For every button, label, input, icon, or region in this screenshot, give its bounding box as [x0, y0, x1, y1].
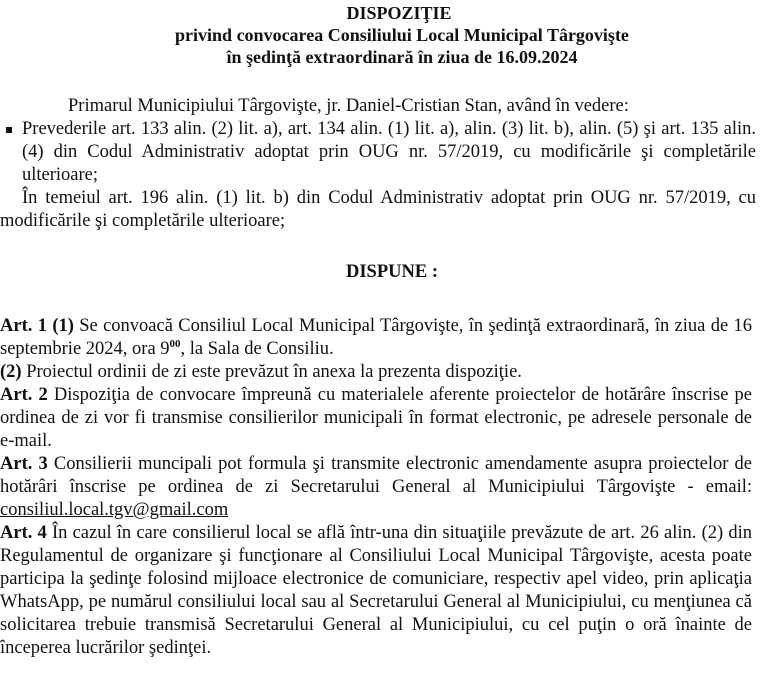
article-1-p1-label: (1) — [52, 316, 74, 336]
document-subtitle-line1: privind convocarea Consiliului Local Municipal Târgovişte — [175, 25, 629, 45]
articles-section — [0, 315, 752, 660]
email-link[interactable]: consiliul.local.tgv@gmail.com — [0, 500, 229, 520]
article-3-label: Art. 3 — [0, 454, 48, 474]
article-1-p2-text: Proiectul ordinii de zi este prevăzut în anexa la prezenta dispoziţie. — [21, 362, 522, 382]
document-header — [0, 0, 764, 68]
article-4 — [0, 522, 752, 660]
article-1-label: Art. 1 — [0, 316, 47, 336]
article-2-text: Dispoziţia de convocare împreună cu materialele aferente proiectelor de hotărâre înscrise pe ordinea de zi vor fi transmise consilierilor municipali în format electronic, pe adresele personale de e-mail. — [0, 385, 753, 451]
article-1-paragraph-1 — [0, 315, 752, 361]
legal-basis-bullet — [0, 118, 756, 187]
article-4-label: Art. 4 — [0, 523, 47, 543]
article-1-time-superscript: 00 — [169, 337, 181, 350]
square-bullet-icon — [6, 127, 12, 133]
dispune-heading: DISPUNE : — [346, 262, 438, 282]
article-2 — [0, 384, 752, 453]
article-1-p1-text: Se convoacă Consiliul Local Municipal Târgovişte, în şedinţă extraordinară, în ziua de 16 septembrie 2024, ora 9 — [0, 316, 753, 359]
legal-basis-text: Prevederile art. 133 alin. (2) lit. a), art. 134 alin. (1) lit. a), alin. (3) lit. b), alin. (5) şi art. 135 alin. (4) din Codul Administrativ adoptat prin OUG nr. 57/2019, cu modificările şi completările ulterioare; — [22, 119, 756, 185]
article-2-label: Art. 2 — [0, 385, 48, 405]
intro-line: Primarul Municipiului Târgovişte, jr. Daniel-Cristian Stan, având în vedere: — [68, 96, 629, 116]
document-subtitle-line2: în şedinţă extraordinară în ziua de 16.09.2024 — [226, 47, 578, 67]
temei-paragraph: În temeiul art. 196 alin. (1) lit. b) din Codul Administrativ adoptat prin OUG nr. 57/2019, cu modificările şi completările ulterioare; — [0, 188, 756, 231]
article-1-p1-text-end: , la Sala de Consiliu. — [180, 339, 334, 359]
article-3 — [0, 453, 752, 522]
article-4-text: În cazul în care consilierul local se află într-una din situaţiile prevăzute de art. 26 alin. (2) din Regulamentul de organizare şi funcţionare al Consiliului Local Municipal Târgovişte, acesta poate participa la şedinţe folosind mijloace electronice de comuniciare, respectiv apel video, prin aplicaţia WhatsApp, pe numărul consiliului local sau al Secretarului General al Municipiului, cu menţiunea că solicitarea trebuie transmisă Secretarului General al Municipiului, cu cel puţin o oră înainte de începerea lucrărilor şedinţei. — [0, 523, 752, 658]
article-1-p2-label: (2) — [0, 362, 22, 382]
intro-section — [0, 95, 756, 233]
article-3-text: Consilierii muncipali pot formula şi transmite electronic amendamente asupra proiectelor de hotărâri înscrise pe ordinea de zi Secretarului General al Municipiului Târgovişte - email: — [0, 454, 753, 497]
article-1-paragraph-2 — [0, 361, 752, 384]
document-title: DISPOZIŢIE — [346, 3, 452, 23]
